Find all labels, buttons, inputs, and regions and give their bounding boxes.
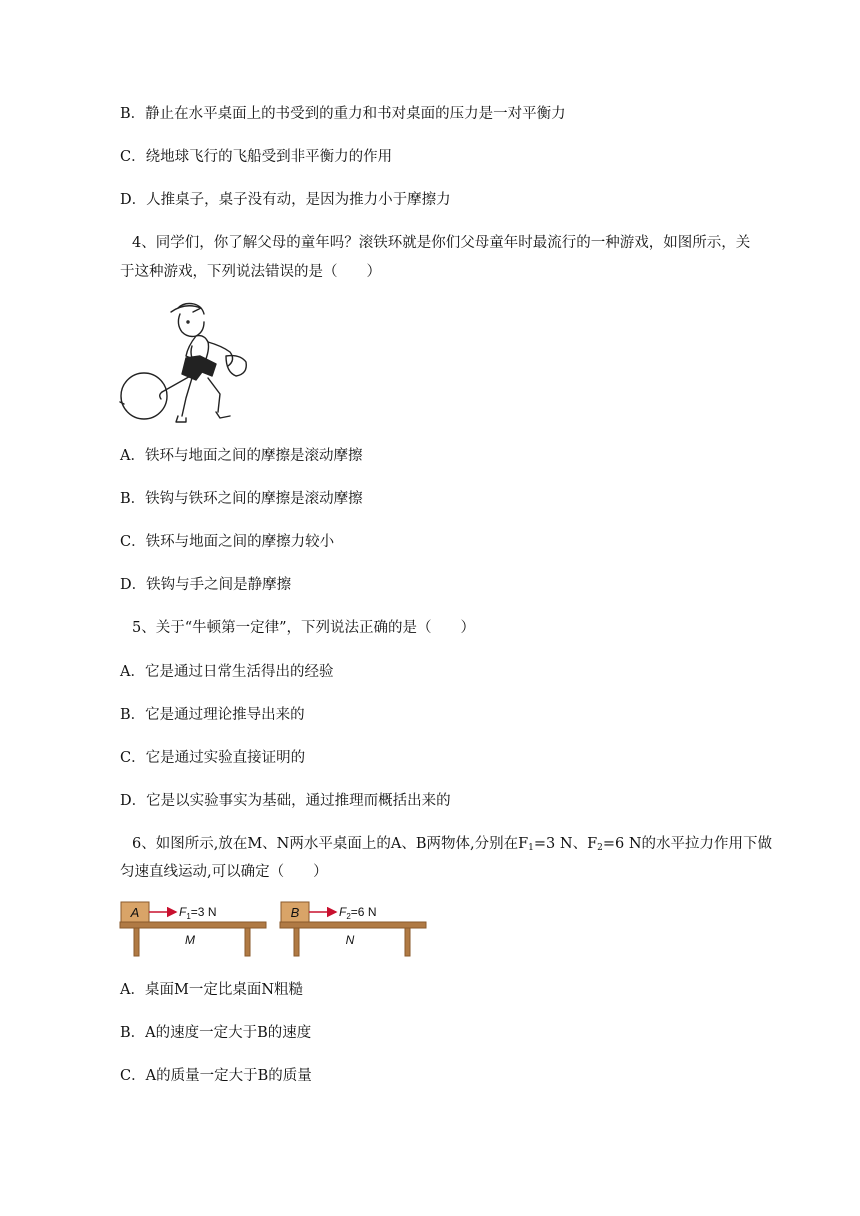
q5-option-d: D．它是以实验事实为基础，通过推理而概括出来的 [120, 793, 451, 809]
force-f1-label: $F_1=3$ N [179, 905, 217, 921]
q6-option-a: A．桌面M一定比桌面N粗糙 [120, 982, 304, 998]
block-b-label: B [290, 905, 300, 920]
q4-stem-line1: 4、同学们，你了解父母的童年吗？滚铁环就是你们父母童年时最流行的一种游戏，如图所示，关 [132, 235, 751, 251]
q3-option-c: C．绕地球飞行的飞船受到非平衡力的作用 [120, 149, 393, 165]
q6-stem-line1: 6、如图所示,放在M、N两水平桌面上的A、B两物体,分别在$F_1=3$ N、$F_2=6$ N的水平拉力作用下做 [132, 836, 773, 853]
q6-option-b: B．A的速度一定大于B的速度 [120, 1025, 312, 1041]
q4-option-d: D．铁钩与手之间是静摩擦 [120, 577, 292, 593]
q5-option-b: B．它是通过理论推导出来的 [120, 707, 305, 723]
q5-option-a: A．它是通过日常生活得出的经验 [120, 664, 334, 680]
table-m-label: M [185, 933, 195, 947]
q4-option-a: A．铁环与地面之间的摩擦是滚动摩擦 [120, 448, 363, 464]
boy-rolling-hoop-figure [116, 298, 266, 428]
q6-option-c: C．A的质量一定大于B的质量 [120, 1068, 312, 1084]
q3-option-b: B．静止在水平桌面上的书受到的重力和书对桌面的压力是一对平衡力 [120, 106, 566, 122]
table-n-label: N [345, 933, 355, 947]
q4-option-c: C．铁环与地面之间的摩擦力较小 [120, 534, 335, 550]
two-tables-figure [118, 898, 430, 960]
force-f2-label: $F_2=6$ N [339, 905, 377, 921]
q5-option-c: C．它是通过实验直接证明的 [120, 750, 306, 766]
q4-option-b: B．铁钩与铁环之间的摩擦是滚动摩擦 [120, 491, 363, 507]
block-a-label: A [130, 905, 140, 920]
q5-stem: 5、关于“牛顿第一定律”，下列说法正确的是（ ） [132, 620, 476, 636]
q6-stem-line2: 匀速直线运动,可以确定（ ） [120, 864, 328, 880]
q3-option-d: D．人推桌子，桌子没有动，是因为推力小于摩擦力 [120, 192, 451, 208]
q4-stem-line2: 于这种游戏，下列说法错误的是（ ） [120, 264, 381, 280]
